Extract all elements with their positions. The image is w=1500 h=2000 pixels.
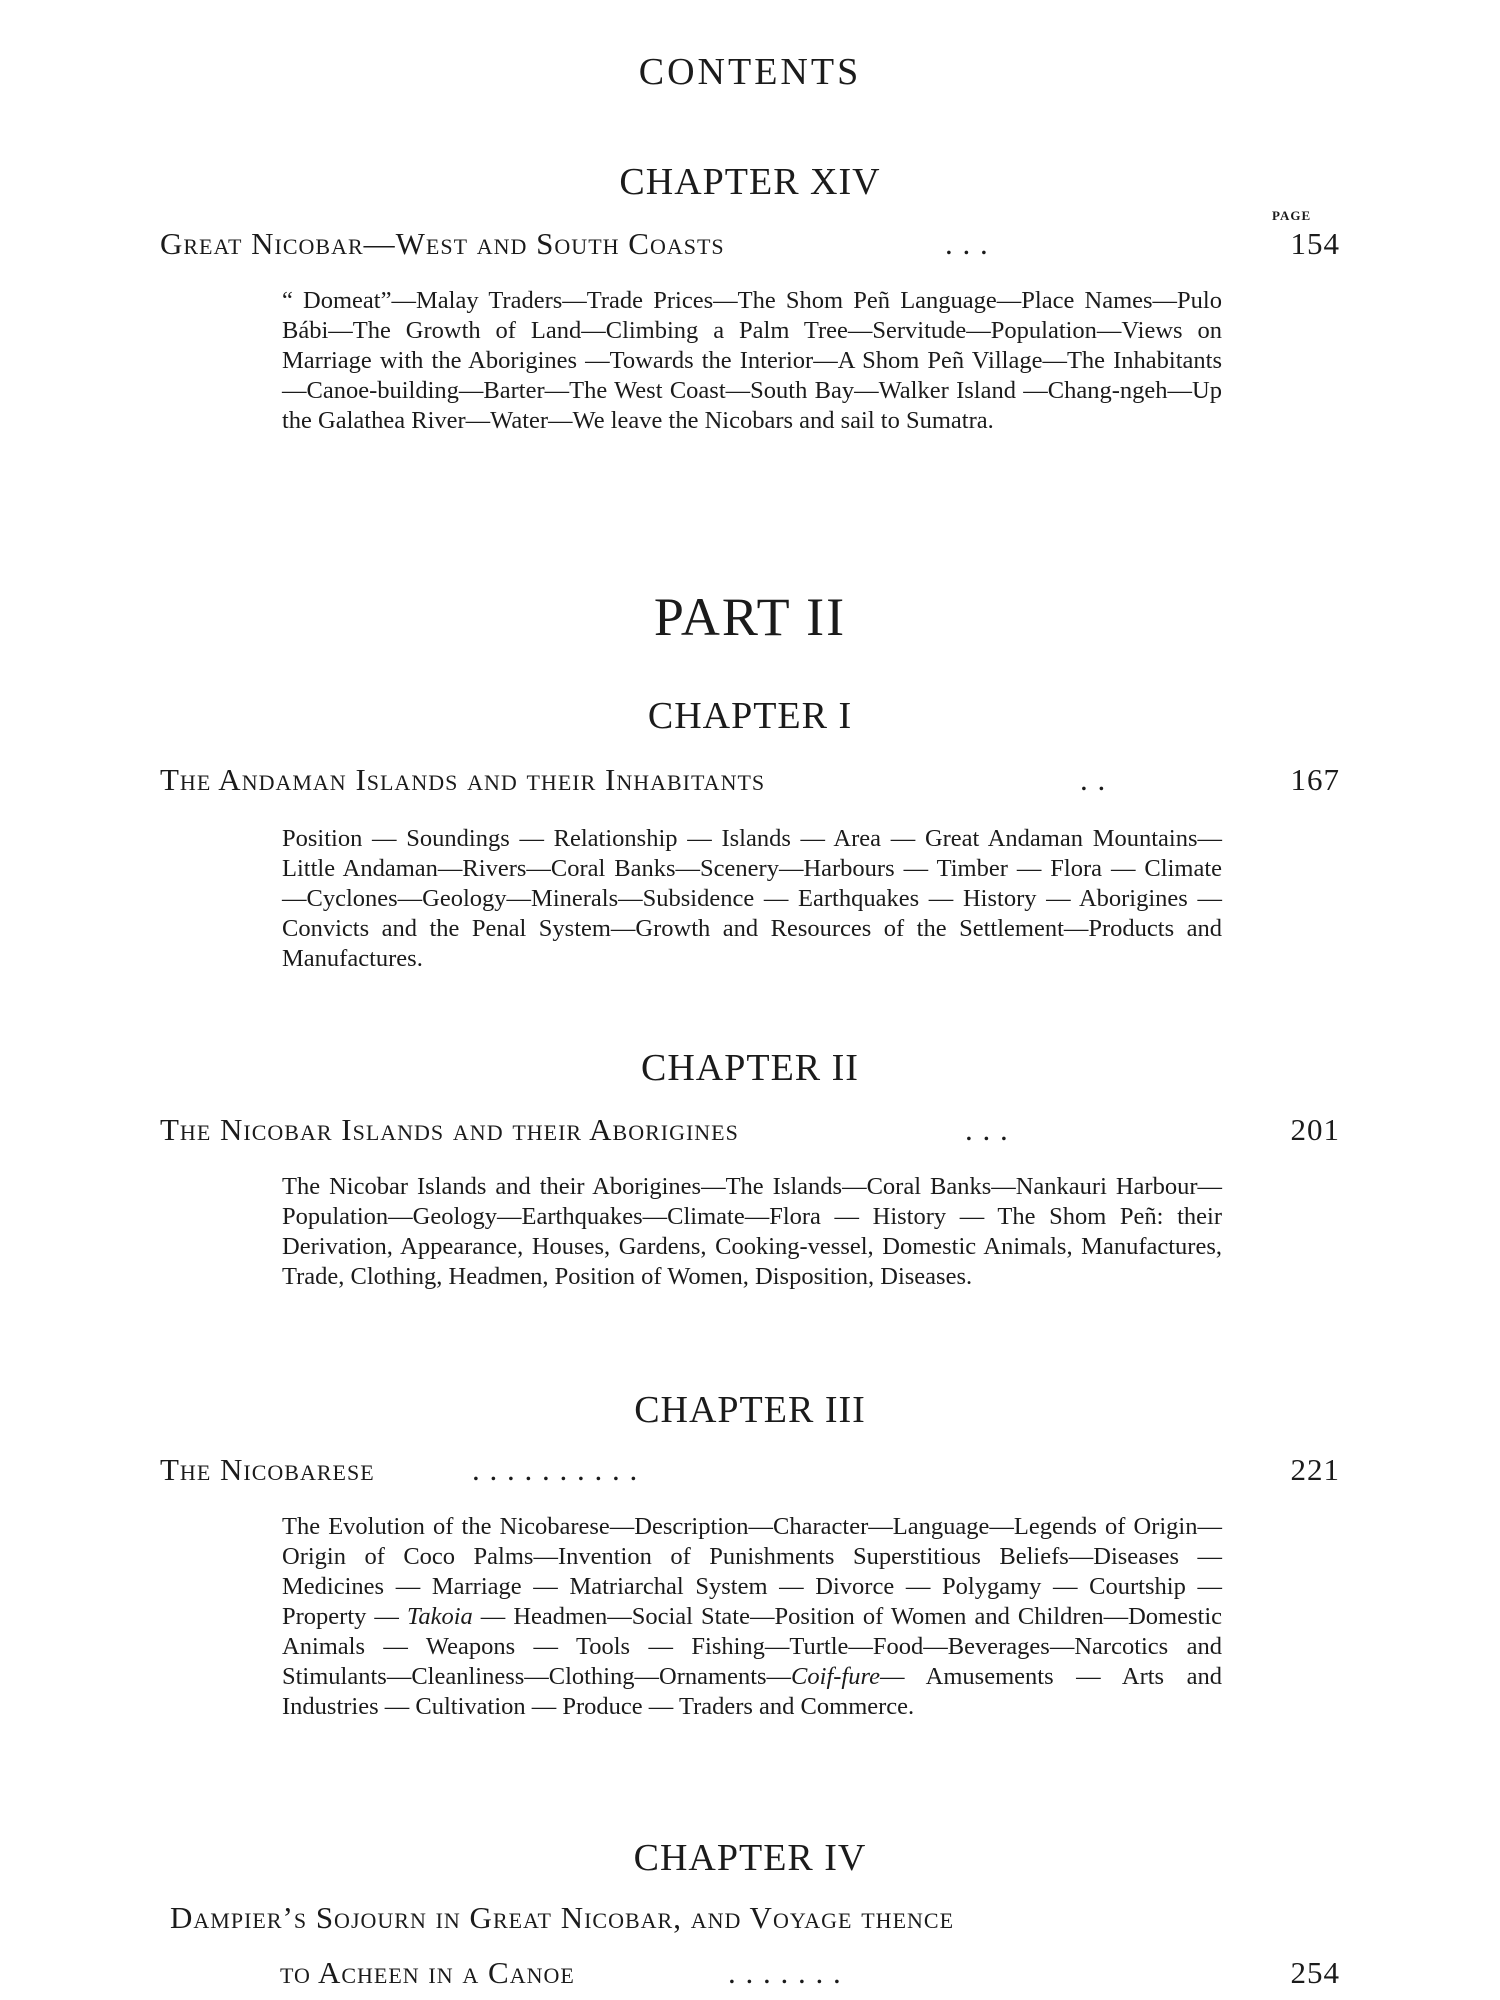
chapter-ii-summary-text: The Nicobar Islands and their Aborigines—The Islands—Coral Banks—Nankauri Harbour—Population—Geology—Earthquakes—Climate—Flora — History — The Shom Peñ: their Derivation, Appearance, Houses, Gardens, Cooking-vessel, Domestic Animals, Manufactures, Trade, Clothing, Headmen, Position of Women, Disposition, Diseases.	[282, 1173, 1222, 1290]
chapter-ii-page: 201	[1290, 1112, 1340, 1147]
chapter-ii-heading: CHAPTER II	[641, 1047, 859, 1089]
chapter-ii-entry	[160, 1112, 1340, 1152]
chapter-xiv-title: Great Nicobar—West and South Coasts	[160, 226, 725, 261]
chapter-ii-title: The Nicobar Islands and their Aborigines	[160, 1112, 739, 1147]
chapter-i-leader: . .	[1080, 762, 1107, 797]
chapter-iv-page: 254	[1290, 1955, 1340, 1990]
chapter-xiv-summary	[282, 286, 1222, 436]
chapter-xiv-page: 154	[1290, 226, 1340, 261]
chapter-i-summary	[282, 824, 1222, 974]
chapter-i-summary-text: Position — Soundings — Relationship — Islands — Area — Great Andaman Mountains—Little Andaman—Rivers—Coral Banks—Scenery—Harbours — Timber — Flora — Climate—Cyclones—Geology—Minerals—Subsidence — Earthquakes — History — Aborigines — Convicts and the Penal System—Growth and Resources of the Settlement—Products and Manufactures.	[282, 825, 1222, 972]
chapter-iv-title-line2: to Acheen in a Canoe	[280, 1955, 575, 1990]
chapter-iv-entry-line1	[170, 1900, 1340, 1940]
chapter-ii-leader: . . .	[965, 1112, 1009, 1147]
chapter-iii-summary-part2: — Headmen—Social State—Position of Women and Children—Domestic Animals — Weapons — Tools — Fishing—Turtle—Food—Beverages—Narcotics and Stimulants—Cleanliness—Clothing—Ornaments—	[282, 1603, 1223, 1690]
chapter-xiv-heading: CHAPTER XIV	[619, 161, 881, 203]
chapter-xiv-leader: . . .	[945, 226, 989, 261]
chapter-iv-entry-line2	[160, 1955, 1340, 1995]
chapter-i-title: The Andaman Islands and their Inhabitants	[160, 762, 766, 797]
chapter-iv-heading: CHAPTER IV	[633, 1837, 867, 1879]
chapter-xiv-entry	[160, 226, 1340, 266]
chapter-ii-summary	[282, 1172, 1222, 1292]
chapter-iv-leader: . . . . . . .	[728, 1955, 842, 1990]
chapter-iii-leader: . . . . . . . . . .	[472, 1452, 639, 1487]
chapter-iv-title-line1: Dampier’s Sojourn in Great Nicobar, and Voyage thence	[170, 1900, 955, 1935]
page-column-label: PAGE	[1272, 208, 1312, 223]
chapter-iii-summary-part1: The Evolution of the Nicobarese—Description—Character—Language—Legends of Origin—Origin of Coco Palms—Invention of Punishments Superstitious Beliefs—Diseases — Medicines — Marriage — Matriarchal System — Divorce — Polygamy — Courtship — Property —	[282, 1513, 1222, 1630]
chapter-iii-summary	[282, 1512, 1222, 1722]
chapter-iii-coiffure: Coif-fure	[791, 1663, 880, 1690]
chapter-iii-title: The Nicobarese	[160, 1452, 375, 1487]
chapter-i-page: 167	[1290, 762, 1340, 797]
part-heading: PART II	[653, 587, 847, 647]
page-heading: CONTENTS	[638, 51, 862, 93]
chapter-iii-page: 221	[1290, 1452, 1340, 1487]
chapter-iii-summary-part3: — Amusements — Arts and Industries — Cultivation — Produce — Traders and Commerce.	[282, 1663, 1222, 1720]
chapter-xiv-summary-text: “ Domeat”—Malay Traders—Trade Prices—The Shom Peñ Language—Place Names—Pulo Bábi—The Growth of Land—Climbing a Palm Tree—Servitude—Population—Views on Marriage with the Aborigines —Towards the Interior—A Shom Peñ Village—The Inhabitants—Canoe-building—Barter—The West Coast—South Bay—Walker Island —Chang-ngeh—Up the Galathea River—Water—We leave the Nicobars and sail to Sumatra.	[282, 287, 1222, 434]
chapter-i-entry	[160, 762, 1340, 802]
chapter-i-heading: CHAPTER I	[647, 695, 853, 737]
chapter-iii-takoia: Takoia	[406, 1603, 473, 1630]
chapter-iii-heading: CHAPTER III	[634, 1389, 866, 1431]
chapter-iii-entry	[160, 1452, 1340, 1492]
